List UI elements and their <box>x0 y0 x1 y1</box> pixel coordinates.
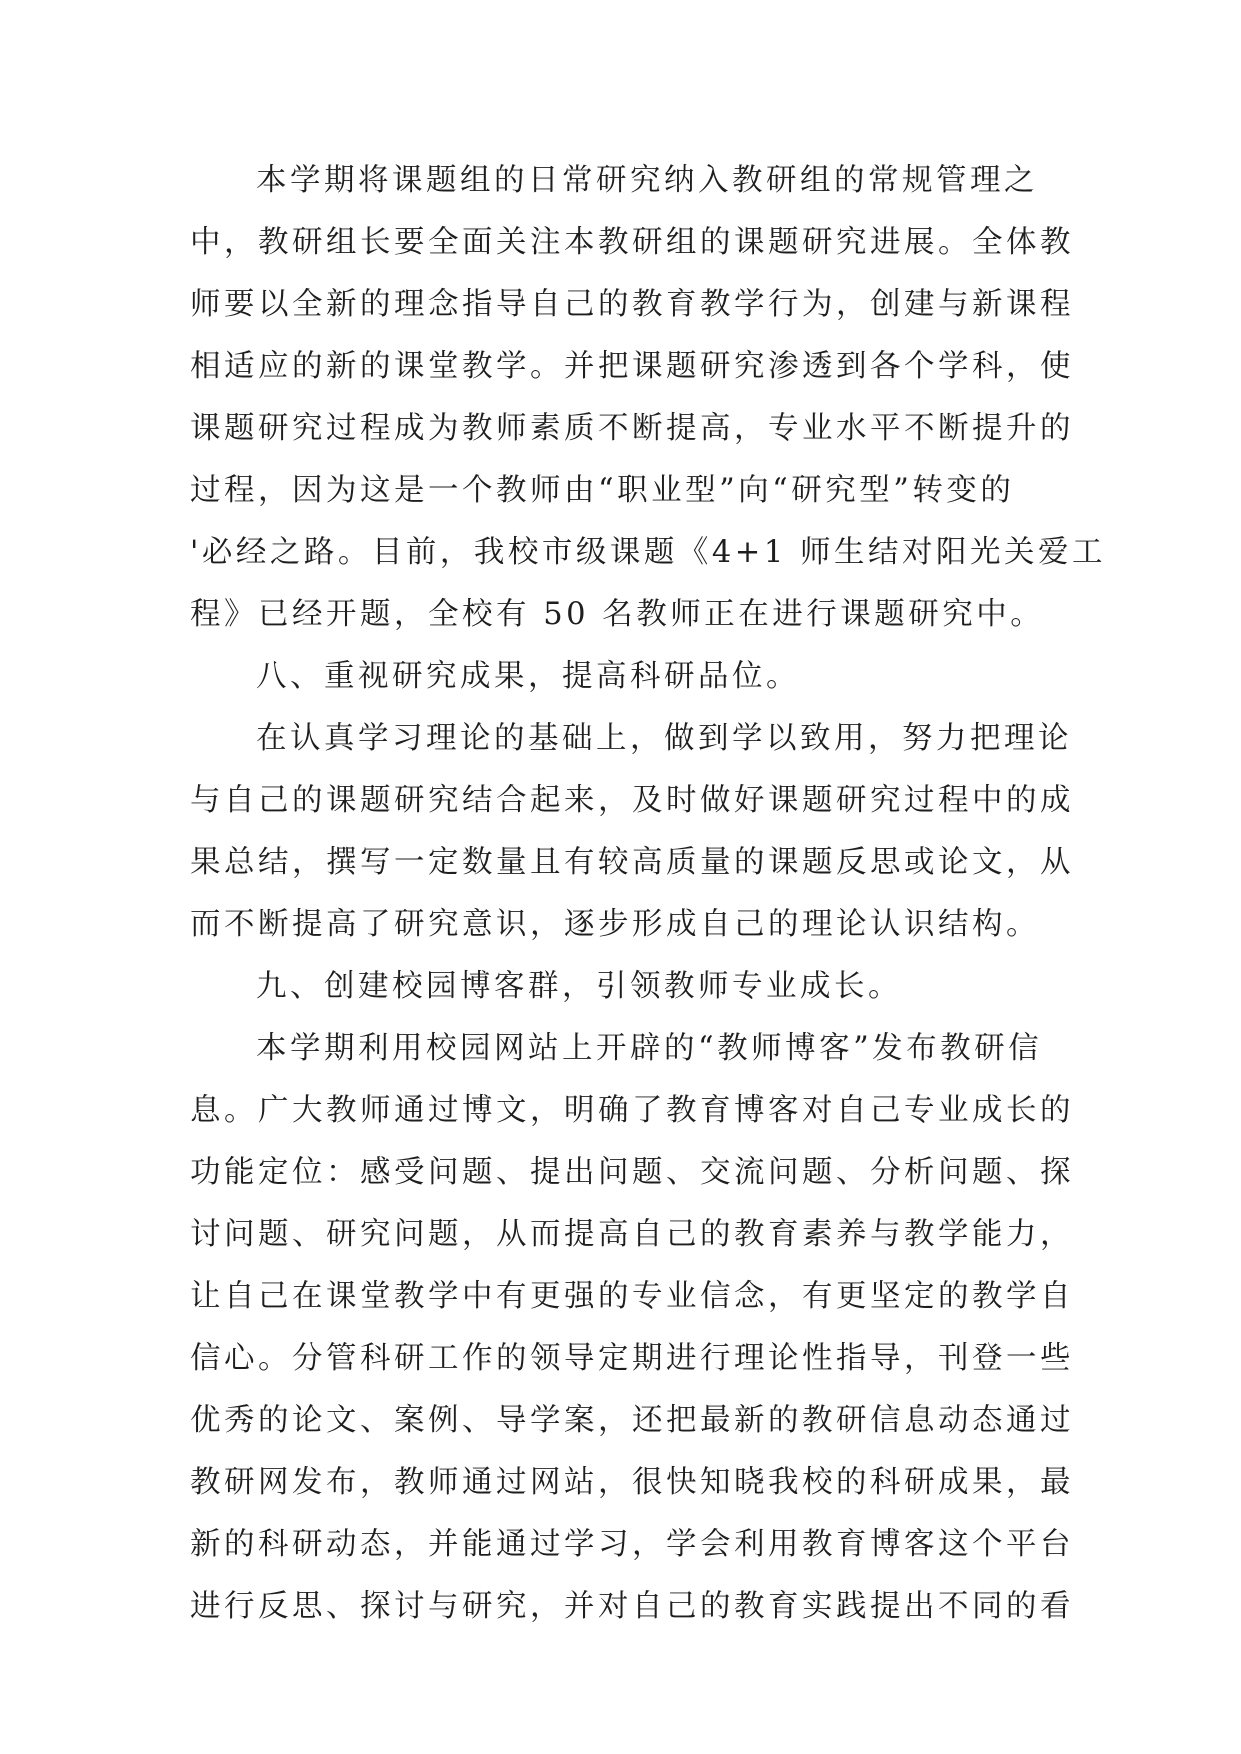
section-heading-nine <box>190 956 1060 1018</box>
text-line: 本学期将课题组的日常研究纳入教研组的常规管理之 <box>256 163 1038 198</box>
text-line: 中，教研组长要全面关注本教研组的课题研究进展。全体教 <box>190 225 1074 260</box>
paragraph-teacher-blog <box>190 1018 1074 1638</box>
text-line: 教研网发布，教师通过网站，很快知晓我校的科研成果，最 <box>190 1465 1074 1500</box>
text-line: 信心。分管科研工作的领导定期进行理论性指导，刊登一些 <box>190 1341 1074 1376</box>
paragraph-research-management <box>190 150 1106 646</box>
text-line: '必经之路。目前，我校市级课题《4+1 师生结对阳光关爱工 <box>190 535 1106 570</box>
text-line: 程》已经开题，全校有 50 名教师正在进行课题研究中。 <box>190 597 1045 632</box>
text-line: 本学期利用校园网站上开辟的“教师博客”发布教研信 <box>256 1031 1043 1066</box>
text-line: 讨问题、研究问题，从而提高自己的教育素养与教学能力， <box>190 1217 1074 1252</box>
text-line: 与自己的课题研究结合起来，及时做好课题研究过程中的成 <box>190 783 1074 818</box>
text-line: 在认真学习理论的基础上，做到学以致用，努力把理论 <box>256 721 1072 756</box>
text-line: 进行反思、探讨与研究，并对自己的教育实践提出不同的看 <box>190 1589 1074 1624</box>
text-line: 新的科研动态，并能通过学习，学会利用教育博客这个平台 <box>190 1527 1074 1562</box>
section-heading: 八、重视研究成果，提高科研品位。 <box>256 659 800 694</box>
text-line: 优秀的论文、案例、导学案，还把最新的教研信息动态通过 <box>190 1403 1074 1438</box>
document-body <box>190 150 1106 1638</box>
text-line: 课题研究过程成为教师素质不断提高，专业水平不断提升的 <box>190 411 1074 446</box>
section-heading-eight <box>190 646 1060 708</box>
text-line: 相适应的新的课堂教学。并把课题研究渗透到各个学科，使 <box>190 349 1074 384</box>
text-line: 过程，因为这是一个教师由“职业型”向“研究型”转变的 <box>190 473 1015 508</box>
paragraph-research-results <box>190 708 1074 956</box>
text-line: 让自己在课堂教学中有更强的专业信念，有更坚定的教学自 <box>190 1279 1074 1314</box>
text-line: 果总结，撰写一定数量且有较高质量的课题反思或论文，从 <box>190 845 1074 880</box>
section-heading: 九、创建校园博客群，引领教师专业成长。 <box>256 969 902 1004</box>
text-line: 师要以全新的理念指导自己的教育教学行为，创建与新课程 <box>190 287 1074 322</box>
text-line: 功能定位：感受问题、提出问题、交流问题、分析问题、探 <box>190 1155 1074 1190</box>
text-line: 息。广大教师通过博文，明确了教育博客对自己专业成长的 <box>190 1093 1074 1128</box>
text-line: 而不断提高了研究意识，逐步形成自己的理论认识结构。 <box>190 907 1040 942</box>
